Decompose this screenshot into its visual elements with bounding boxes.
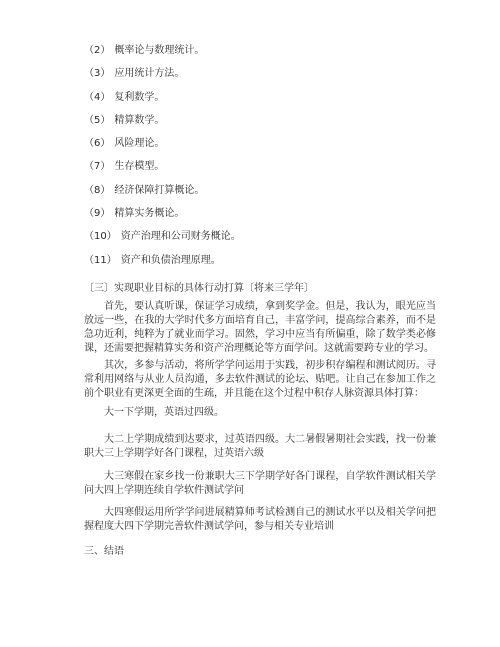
list-item <box>84 43 241 59</box>
list-item-number: （10） <box>84 231 117 243</box>
list-item-text: 生存模型。 <box>114 161 165 173</box>
list-item <box>84 159 241 175</box>
list-item-number: （3） <box>84 68 111 80</box>
list-item-text: 复利数学。 <box>114 91 165 103</box>
list-item <box>84 90 241 106</box>
paragraph-second: 其次，多参与活动，将所学学问运用于实践，初步积存编程和测试阅历。寻常利用网络与从业人员沟通，多去软件测试的论坛、贴吧。让自己在参加工作之前个职业有更深更全面的生疏，并且能在这个过程中积存人脉资源具体打算： <box>84 360 436 399</box>
plan-item-senior: 大四寒假运用所学学问进展精算师考试检测自己的测试水平以及相关学问把握程度大四下学期完善软件测试学问，参与相关专业培训 <box>84 507 436 532</box>
paragraph-first: 首先，要认真听课，保证学习成绩，拿到奖学金。但是，我认为，眼光应当放远一些，在我的大学时代多方面培育自己，丰富学问，提高综合素养，而不是急功近利，纯粹为了就业而学习。固然，学习中应当有所偏重，除了数学类必修课，还需要把握精算实务和资产治理概论等方面学问。这就需要跨专业的学习。 <box>84 301 436 354</box>
course-list <box>84 43 241 276</box>
list-item <box>84 229 241 245</box>
list-item-text: 概率论与数理统计。 <box>114 45 205 56</box>
plan-item-freshman: 大一下学期，英语过四级。 <box>104 407 224 418</box>
list-item <box>84 253 241 269</box>
list-item-text: 风险理论。 <box>114 138 165 150</box>
list-item-text: 资产治理和公司财务概论。 <box>120 231 241 243</box>
list-item-number: （5） <box>84 114 111 126</box>
list-item-number: （6） <box>84 138 111 150</box>
list-item <box>84 66 241 82</box>
list-item-number: （11） <box>84 254 117 266</box>
list-item <box>84 113 241 129</box>
list-item-number: （4） <box>84 91 111 103</box>
plan-item-sophomore: 大二上学期成绩到达要求，过英语四级。大二暑假暑期社会实践，找一份兼职大三上学期学好各门课程，过英语六级 <box>84 434 436 459</box>
list-item-number: （8） <box>84 184 111 196</box>
list-item <box>84 183 241 199</box>
list-item-number: （9） <box>84 208 111 220</box>
plan-item-junior: 大三寒假在家乡找一份兼职大三下学期学好各门课程，自学软件测试相关学问大四上学期连续自学软件测试学问 <box>84 471 436 496</box>
section-heading: 〔三〕实现职业目标的具体行动打算〔将来三学年〕 <box>84 283 314 294</box>
list-item-number: （2） <box>84 45 111 56</box>
list-item <box>84 206 241 222</box>
list-item-text: 应用统计方法。 <box>114 68 185 80</box>
list-item-text: 精算数学。 <box>114 114 165 126</box>
list-item-text: 经济保障打算概论。 <box>114 184 205 196</box>
list-item-number: （7） <box>84 161 111 173</box>
list-item <box>84 136 241 152</box>
list-item-text: 资产和负债治理原理。 <box>120 254 221 266</box>
list-item-text: 精算实务概论。 <box>114 208 185 220</box>
conclusion-heading: 三、结语 <box>84 546 124 557</box>
